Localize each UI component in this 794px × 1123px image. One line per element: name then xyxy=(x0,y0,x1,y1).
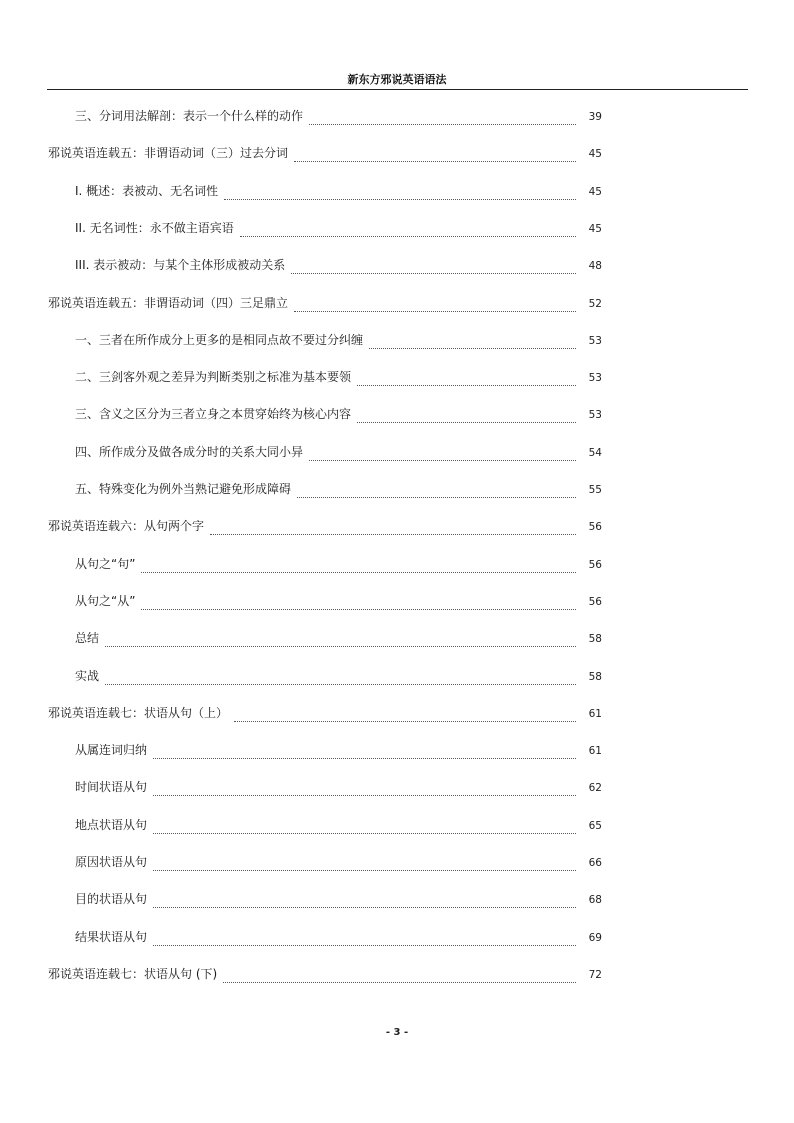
toc-dot-leader xyxy=(224,183,576,200)
toc-entry-title: 邪说英语连载五：非谓语动词（三）过去分词 xyxy=(48,146,289,161)
toc-entry[interactable] xyxy=(0,844,794,881)
toc-entry-page-number: 52 xyxy=(588,297,602,310)
toc-entry-page-number: 61 xyxy=(588,745,602,758)
toc-dot-leader xyxy=(153,891,576,908)
toc-dot-leader xyxy=(297,481,576,498)
toc-entry-page-number: 66 xyxy=(588,857,602,869)
page-number: - 3 - xyxy=(385,1027,409,1038)
toc-entry-page-number: 45 xyxy=(588,222,602,235)
header-divider xyxy=(47,89,748,90)
toc-entry[interactable] xyxy=(0,695,794,732)
toc-dot-leader xyxy=(309,444,576,461)
toc-entry-page-number: 48 xyxy=(588,260,602,273)
toc-entry-title: 目的状语从句 xyxy=(75,892,148,907)
toc-entry[interactable] xyxy=(0,322,794,359)
toc-entry-title: 二、三剑客外观之差异为判断类别之标准为基本要领 xyxy=(75,370,352,385)
toc-entry[interactable] xyxy=(0,135,794,172)
toc-entry-page-number: 45 xyxy=(588,148,602,161)
toc-entry-title: 原因状语从句 xyxy=(75,855,148,869)
toc-entry-title: 五、特殊变化为例外当熟记避免形成障碍 xyxy=(75,482,292,496)
toc-entry-title: 结果状语从句 xyxy=(75,929,148,944)
toc-entry-title: 邪说英语连载五：非谓语动词（四）三足鼎立 xyxy=(48,295,289,310)
toc-dot-leader xyxy=(153,779,576,796)
toc-entry[interactable] xyxy=(0,247,794,284)
toc-entry-page-number: 45 xyxy=(588,185,602,198)
toc-entry-page-number: 56 xyxy=(588,521,602,534)
toc-dot-leader xyxy=(141,593,576,610)
toc-dot-leader xyxy=(141,556,576,573)
toc-entry-title: I. 概述：表被动、无名词性 xyxy=(75,183,219,198)
toc-entry[interactable] xyxy=(0,471,794,508)
toc-entry-title: 邪说英语连载七：状语从句 (下) xyxy=(48,966,218,981)
toc-entry-page-number: 54 xyxy=(588,446,602,459)
toc-entry-page-number: 55 xyxy=(588,484,602,496)
toc-entry[interactable] xyxy=(0,285,794,322)
toc-entry-page-number: 53 xyxy=(588,372,602,385)
toc-entry-title: 实战 xyxy=(75,668,100,683)
toc-entry-title: 邪说英语连载六：从句两个字 xyxy=(48,519,205,534)
document-header-title: 新东方邪说英语语法 xyxy=(347,73,447,86)
toc-dot-leader xyxy=(294,295,576,312)
toc-dot-leader xyxy=(291,257,576,274)
toc-entry-title: 时间状语从句 xyxy=(75,780,148,795)
toc-entry-page-number: 65 xyxy=(588,819,602,832)
toc-entry[interactable] xyxy=(0,919,794,956)
toc-entry-title: 总结 xyxy=(75,631,100,646)
toc-entry-title: 从句之“从” xyxy=(75,593,136,608)
toc-entry[interactable] xyxy=(0,769,794,806)
toc-entry[interactable] xyxy=(0,583,794,620)
toc-dot-leader xyxy=(153,817,576,834)
toc-entry[interactable] xyxy=(0,508,794,545)
toc-dot-leader xyxy=(153,742,576,759)
toc-entry-page-number: 56 xyxy=(588,558,602,571)
toc-entry-page-number: 68 xyxy=(588,894,602,907)
toc-entry[interactable] xyxy=(0,173,794,210)
toc-entry-title: III. 表示被动：与某个主体形成被动关系 xyxy=(75,258,286,273)
toc-dot-leader xyxy=(357,406,576,423)
toc-dot-leader xyxy=(309,108,576,125)
toc-entry-page-number: 69 xyxy=(588,931,602,944)
toc-dot-leader xyxy=(294,145,576,162)
toc-entry-title: 三、分词用法解剖：表示一个什么样的动作 xyxy=(75,109,304,123)
toc-dot-leader xyxy=(357,369,576,386)
toc-entry-page-number: 61 xyxy=(588,707,602,720)
toc-entry[interactable] xyxy=(0,98,794,135)
toc-dot-leader xyxy=(369,332,576,349)
toc-entry[interactable] xyxy=(0,546,794,583)
toc-entry-page-number: 72 xyxy=(588,968,602,981)
toc-entry[interactable] xyxy=(0,396,794,433)
toc-entry[interactable] xyxy=(0,359,794,396)
toc-entry[interactable] xyxy=(0,658,794,695)
toc-dot-leader xyxy=(153,854,576,871)
toc-dot-leader xyxy=(223,966,576,983)
toc-entry[interactable] xyxy=(0,620,794,657)
toc-entry[interactable] xyxy=(0,807,794,844)
toc-entry-title: 邪说英语连载七：状语从句（上） xyxy=(48,705,229,720)
toc-dot-leader xyxy=(105,630,576,647)
toc-dot-leader xyxy=(240,220,576,237)
toc-entry-title: 从句之“句” xyxy=(75,556,136,571)
toc-entry-page-number: 58 xyxy=(588,633,602,646)
toc-entry-title: 地点状语从句 xyxy=(75,817,148,832)
toc-entry-title: 从属连词归纳 xyxy=(75,743,148,758)
toc-dot-leader xyxy=(153,929,576,946)
toc-entry-title: II. 无名词性：永不做主语宾语 xyxy=(75,220,234,235)
toc-dot-leader xyxy=(210,518,576,535)
toc-dot-leader xyxy=(234,705,576,722)
toc-entry-page-number: 58 xyxy=(588,670,602,683)
toc-entry-page-number: 56 xyxy=(588,595,602,608)
toc-entry-page-number: 39 xyxy=(588,111,602,123)
toc-entry-title: 一、三者在所作成分上更多的是相同点故不要过分纠缠 xyxy=(75,332,364,347)
toc-entry-title: 三、含义之区分为三者立身之本贯穿始终为核心内容 xyxy=(75,407,352,422)
toc-entry[interactable] xyxy=(0,210,794,247)
toc-entry-page-number: 53 xyxy=(588,334,602,347)
toc-entry-page-number: 53 xyxy=(588,409,602,422)
toc-dot-leader xyxy=(105,668,576,685)
toc-entry[interactable] xyxy=(0,732,794,769)
toc-entry[interactable] xyxy=(0,434,794,471)
toc-entry[interactable] xyxy=(0,956,794,993)
toc-entry-page-number: 62 xyxy=(588,782,602,795)
toc-entry-title: 四、所作成分及做各成分时的关系大同小异 xyxy=(75,444,304,459)
toc-entry[interactable] xyxy=(0,881,794,918)
